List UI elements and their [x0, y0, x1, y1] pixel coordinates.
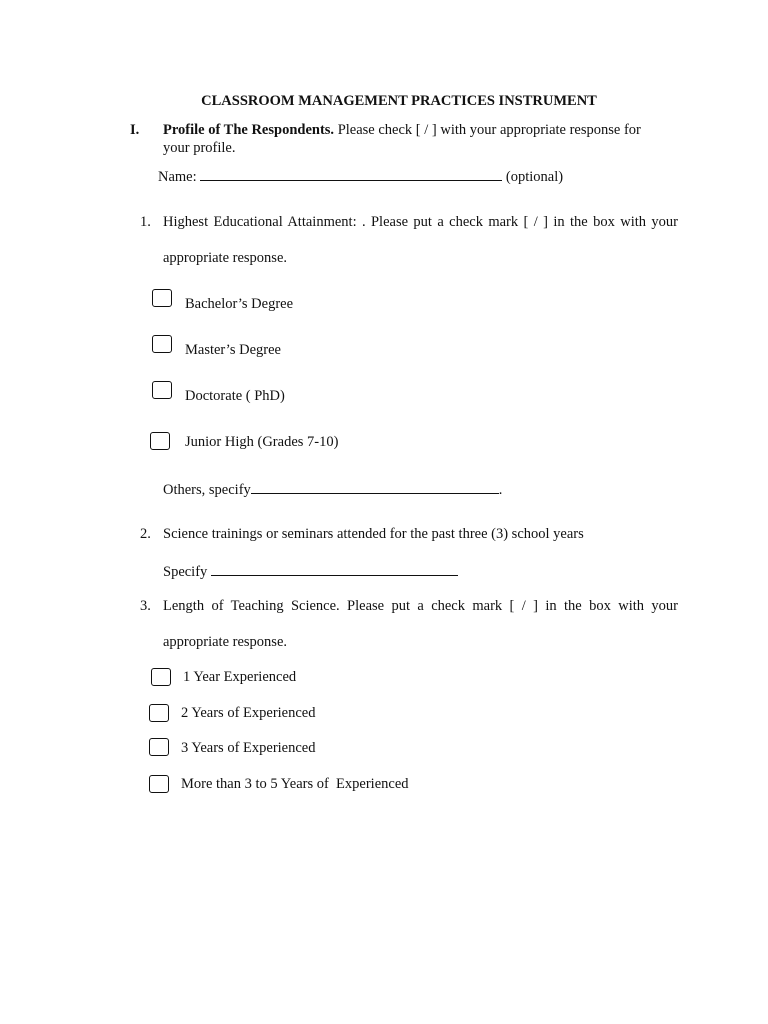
q1-option-checkbox[interactable]: [152, 335, 172, 353]
name-row: [158, 168, 563, 186]
q2-specify-row: [163, 563, 458, 581]
q1-others-row: [163, 481, 502, 499]
q3-option-checkbox[interactable]: [149, 775, 169, 793]
q2-text: Science trainings or seminars attended for the past three (3) school years: [163, 526, 584, 542]
q3-option-checkbox[interactable]: [151, 668, 171, 686]
section-instruction: Please check [ / ] with your appropriate response for: [334, 122, 641, 138]
q2-number: 2.: [140, 526, 151, 542]
q3-option-label: More than 3 to 5 Years of Experienced: [181, 776, 409, 792]
q1-option-checkbox[interactable]: [152, 289, 172, 307]
q3-option-label: 2 Years of Experienced: [181, 705, 316, 721]
q2-specify-field[interactable]: [211, 563, 458, 576]
section-heading: Profile of The Respondents.: [163, 122, 335, 138]
q3-option-checkbox[interactable]: [149, 738, 169, 756]
name-label: Name:: [158, 169, 197, 185]
name-optional-note: (optional): [505, 169, 564, 185]
section-instruction-cont: your profile.: [163, 140, 236, 156]
section-numeral: I.: [130, 122, 140, 138]
q1-option-checkbox[interactable]: [150, 432, 170, 450]
q3-option-label: 3 Years of Experienced: [181, 740, 316, 756]
q1-text: Highest Educational Attainment: . Please put a check mark [ / ] in the box with your: [163, 214, 678, 230]
q1-option-label: Junior High (Grades 7-10): [185, 434, 339, 450]
q1-others-period: .: [498, 482, 503, 498]
q3-option-label: 1 Year Experienced: [183, 669, 297, 685]
q3-text: Length of Teaching Science. Please put a check mark [ / ] in the box with your: [163, 598, 678, 614]
section-intro: [163, 122, 641, 139]
document-title: CLASSROOM MANAGEMENT PRACTICES INSTRUMENT: [201, 93, 597, 109]
q1-others-label: Others, specify: [163, 482, 251, 498]
q1-option-checkbox[interactable]: [152, 381, 172, 399]
q3-option-checkbox[interactable]: [149, 704, 169, 722]
q1-option-label: Master’s Degree: [185, 342, 281, 358]
name-field[interactable]: [200, 168, 502, 181]
q3-text-cont: appropriate response.: [163, 634, 288, 650]
q1-option-label: Doctorate ( PhD): [185, 388, 285, 404]
q1-option-label: Bachelor’s Degree: [185, 296, 294, 312]
q3-number: 3.: [140, 598, 151, 614]
q2-specify-label: Specify: [163, 564, 208, 580]
q1-number: 1.: [140, 214, 151, 230]
q1-others-field[interactable]: [251, 481, 499, 494]
q1-text-cont: appropriate response.: [163, 250, 288, 266]
